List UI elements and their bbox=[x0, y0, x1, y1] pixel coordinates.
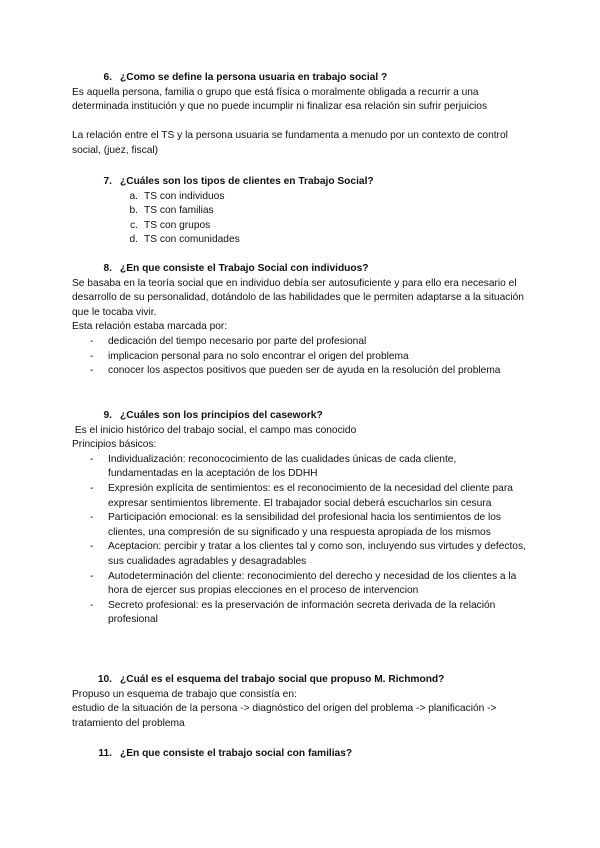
list-item-text: dedicación del tiempo necesario por parte del profesional bbox=[108, 335, 367, 347]
question-text: ¿Cuáles son los principios del casework? bbox=[120, 410, 323, 421]
list-item-text: implicacion personal para no solo encontrar el origen del problema bbox=[108, 350, 409, 362]
question-10 bbox=[72, 673, 532, 731]
list-item-text: Autodeterminación del cliente: reconocimiento del derecho y necesidad de los clientes a la hora de ejercer sus propias elecciones en el proceso de intervencion bbox=[108, 570, 517, 597]
principles-list bbox=[72, 453, 532, 628]
list-marker: c. bbox=[130, 219, 138, 231]
question-10-title bbox=[72, 673, 532, 688]
client-types-list bbox=[72, 190, 532, 248]
question-text: ¿Como se define la persona usuaria en trabajo social ? bbox=[120, 72, 388, 83]
list-item bbox=[72, 540, 532, 569]
list-item-text: conocer los aspectos positivos que pueden ser de ayuda en la resolución del problema bbox=[108, 365, 501, 377]
question-text: ¿Cuáles son los tipos de clientes en Trabajo Social? bbox=[120, 176, 374, 187]
bullet-dash: - bbox=[90, 482, 94, 494]
bullet-dash: - bbox=[90, 453, 94, 465]
list-item-text: Aceptacion: percibir y tratar a los clientes tal y como son, incluyendo sus virtudes y defectos, sus cualidades agradables y desagradables bbox=[108, 541, 526, 567]
bullet-dash: - bbox=[90, 541, 94, 553]
list-item bbox=[124, 233, 532, 248]
list-item bbox=[72, 570, 532, 599]
list-item bbox=[72, 364, 532, 379]
list-marker: b. bbox=[129, 205, 138, 217]
list-item-text: TS con individuos bbox=[144, 190, 225, 202]
answer-paragraph: Principios básicos: bbox=[72, 439, 157, 451]
question-number: 6. bbox=[103, 72, 112, 83]
question-11 bbox=[72, 747, 532, 762]
question-7-title bbox=[72, 175, 532, 190]
list-item bbox=[124, 190, 532, 205]
question-7 bbox=[72, 175, 532, 248]
answer-paragraph: Es el inicio histórico del trabajo social, el campo mas conocido bbox=[72, 424, 357, 436]
list-item bbox=[72, 453, 532, 482]
list-item-text: Participación emocional: es la sensibilidad del profesional hacia los sentimientos de los clientes, una compresión de su significado y una respuesta apropiada de los mismos bbox=[108, 512, 502, 538]
question-6-title bbox=[72, 71, 532, 86]
question-number: 7. bbox=[103, 176, 112, 187]
answer-paragraph: La relación entre el TS y la persona usuaria se fundamenta a menudo por un contexto de control social, (juez, fiscal) bbox=[72, 130, 508, 156]
question-text: ¿En que consiste el Trabajo Social con individuos? bbox=[120, 263, 369, 274]
question-8-title bbox=[72, 262, 532, 277]
answer-paragraph: Se basaba en la teoría social que en individuo debía ser autosuficiente y para ello era necesario el desarrollo de su personalidad, dotándolo de las habilidades que le permiten adaptarse a la situación que le tocaba vivir. bbox=[72, 277, 524, 318]
list-item-text: TS con grupos bbox=[144, 219, 211, 231]
question-8 bbox=[72, 262, 532, 379]
list-item bbox=[72, 350, 532, 365]
question-number: 9. bbox=[103, 410, 112, 421]
bullet-dash: - bbox=[90, 512, 94, 524]
list-item-text: TS con familias bbox=[144, 205, 214, 217]
bullet-dash: - bbox=[90, 599, 94, 611]
answer-paragraph: Es aquella persona, familia o grupo que está física o moralmente obligada a recurrir a una determinada institución y que no puede incumplir ni finalizar esa relación sin sufrir perjuicios bbox=[72, 86, 488, 113]
question-number: 8. bbox=[103, 263, 112, 274]
list-item bbox=[72, 599, 532, 628]
bullet-dash: - bbox=[90, 365, 94, 377]
question-6 bbox=[72, 71, 532, 159]
list-marker: a. bbox=[129, 190, 138, 202]
bullet-dash: - bbox=[90, 570, 94, 582]
question-11-title bbox=[72, 747, 532, 762]
question-text: ¿En que consiste el trabajo social con familias? bbox=[120, 748, 353, 759]
answer-paragraph: Propuso un esquema de trabajo que consistía en: bbox=[72, 688, 297, 700]
answer-paragraph: Esta relación estaba marcada por: bbox=[72, 321, 228, 333]
list-item bbox=[124, 219, 532, 234]
list-item-text: Secreto profesional: es la preservación de información secreta derivada de la relación profesional bbox=[108, 599, 496, 626]
relation-traits-list bbox=[72, 335, 532, 379]
question-9 bbox=[72, 409, 532, 628]
bullet-dash: - bbox=[90, 335, 94, 347]
answer-paragraph: estudio de la situación de la persona -> diagnóstico del origen del problema -> planificación -> tratamiento del problema bbox=[72, 703, 497, 729]
list-item-text: Expresión explícita de sentimientos: es el reconocimiento de la necesidad del cliente para expresar sentimientos libremente. El trabajador social deberá escucharlos sin cesura bbox=[108, 482, 513, 509]
list-item bbox=[124, 204, 532, 219]
list-item-text: TS con comunidades bbox=[144, 234, 240, 246]
list-item-text: Individualización: reconococimiento de las cualidades únicas de cada cliente, fundamentadas en la aceptación de los DDHH bbox=[108, 453, 457, 480]
bullet-dash: - bbox=[90, 350, 94, 362]
question-9-title bbox=[72, 409, 532, 424]
question-number: 11. bbox=[98, 748, 112, 759]
question-text: ¿Cuál es el esquema del trabajo social que propuso M. Richmond? bbox=[120, 674, 445, 685]
list-marker: d. bbox=[129, 234, 138, 246]
list-item bbox=[72, 511, 532, 540]
list-item bbox=[72, 482, 532, 511]
list-item bbox=[72, 335, 532, 350]
question-number: 10. bbox=[97, 674, 112, 685]
